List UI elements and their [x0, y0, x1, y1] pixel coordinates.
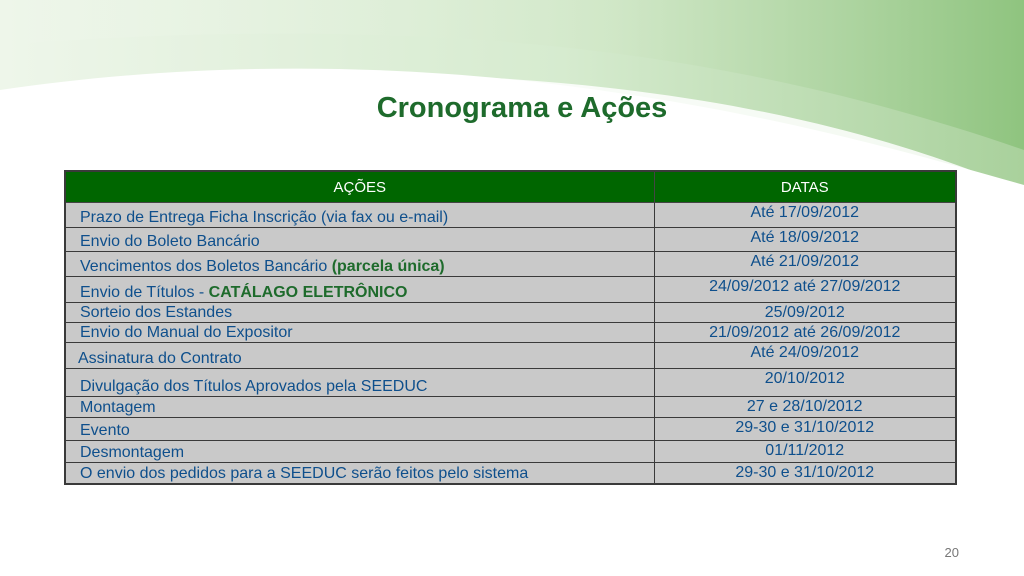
- action-text: Envio do Boleto Bancário: [80, 233, 260, 250]
- action-highlight: (parcela única): [331, 258, 445, 275]
- table-row: [65, 303, 956, 323]
- action-cell: [65, 463, 654, 484]
- action-text: Vencimentos dos Boletos Bancário: [80, 258, 332, 275]
- date-cell: 25/09/2012: [654, 303, 956, 323]
- date-cell: 24/09/2012 até 27/09/2012: [654, 277, 956, 303]
- action-text: Envio de Títulos -: [80, 284, 209, 301]
- date-cell: Até 17/09/2012: [654, 203, 956, 228]
- action-text: Envio do Manual do Expositor: [80, 324, 293, 341]
- date-cell: Até 24/09/2012: [654, 343, 956, 369]
- action-cell: [65, 418, 654, 441]
- action-cell: [65, 303, 654, 323]
- action-text: Prazo de Entrega Ficha Inscrição (via fax ou e-mail): [80, 209, 449, 226]
- action-highlight: CATÁLAGO ELETRÔNICO: [208, 284, 408, 301]
- date-cell: 29-30 e 31/10/2012: [654, 463, 956, 484]
- action-cell: [65, 228, 654, 252]
- action-text: Assinatura do Contrato: [78, 350, 242, 367]
- table-row: [65, 369, 956, 397]
- action-cell: [65, 277, 654, 303]
- action-text: Divulgação dos Títulos Aprovados pela SEEDUC: [80, 378, 428, 395]
- date-cell: Até 18/09/2012: [654, 228, 956, 252]
- date-cell: 21/09/2012 até 26/09/2012: [654, 323, 956, 343]
- table-row: [65, 441, 956, 463]
- slide-title: Cronograma e Ações: [376, 92, 668, 124]
- table-row: [65, 418, 956, 441]
- action-cell: [65, 343, 654, 369]
- action-cell: [65, 203, 654, 228]
- action-text: O envio dos pedidos para a SEEDUC serão feitos pelo sistema: [80, 464, 529, 482]
- action-cell: [65, 252, 654, 277]
- table-row: [65, 397, 956, 418]
- date-cell: Até 21/09/2012: [654, 252, 956, 277]
- action-cell: [65, 441, 654, 463]
- table-header-row: [65, 171, 956, 203]
- date-cell: 27 e 28/10/2012: [654, 397, 956, 418]
- action-text: Sorteio dos Estandes: [80, 304, 233, 321]
- column-header-dates: DATAS: [654, 171, 956, 203]
- action-text: Desmontagem: [80, 444, 185, 461]
- table-row: [65, 463, 956, 484]
- action-cell: [65, 397, 654, 418]
- table-row: [65, 277, 956, 303]
- table-row: [65, 343, 956, 369]
- action-cell: [65, 323, 654, 343]
- action-text: Montagem: [80, 399, 156, 416]
- column-header-actions: AÇÕES: [65, 171, 654, 203]
- table-row: [65, 323, 956, 343]
- action-text: Evento: [80, 422, 130, 439]
- action-cell: [65, 369, 654, 397]
- date-cell: 29-30 e 31/10/2012: [654, 418, 956, 441]
- date-cell: 20/10/2012: [654, 369, 956, 397]
- page-number: 20: [944, 545, 959, 560]
- table-row: [65, 252, 956, 277]
- date-cell: 01/11/2012: [654, 441, 956, 463]
- schedule-table: [64, 170, 957, 485]
- table-row: [65, 203, 956, 228]
- table-row: [65, 228, 956, 252]
